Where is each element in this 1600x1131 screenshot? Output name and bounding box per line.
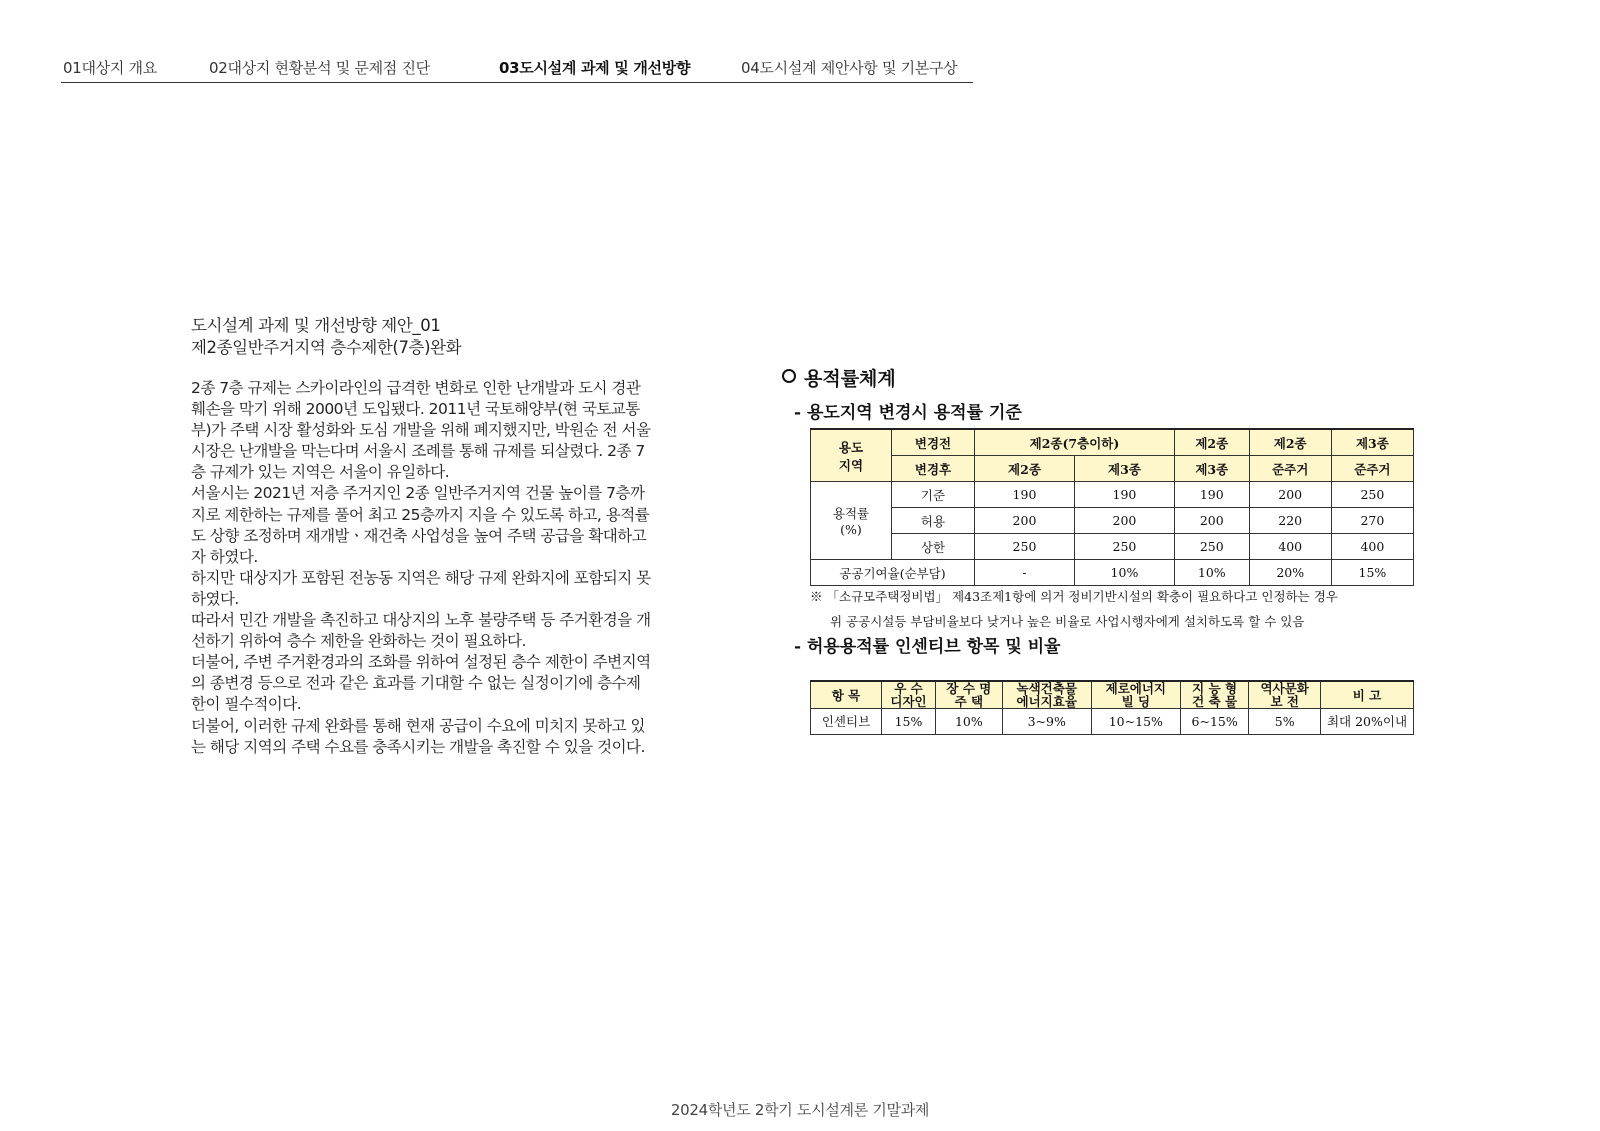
- table-cell: 10%: [1074, 560, 1174, 586]
- nav-tab-overview[interactable]: 01대상지 개요: [63, 59, 157, 77]
- section-subtitle: 제2종일반주거지역 층수제한(7층)완화: [191, 338, 462, 357]
- figure-title-text: 용적률체계: [804, 368, 896, 390]
- table-cell: 190: [1174, 482, 1249, 508]
- table-cell: 6~15%: [1180, 709, 1249, 735]
- table-cell: 250: [1174, 534, 1249, 560]
- nav-tab-analysis[interactable]: 02대상지 현황분석 및 문제점 진단: [209, 59, 430, 77]
- table-cell: 200: [975, 508, 1075, 534]
- paragraph: 더불어, 주변 주거환경과의 조화를 위하여 설정된 층수 제한이 주변지역의 종변경 등으로 전과 같은 효과를 기대할 수 없는 실정이기에 층수제한이 필수적이다.: [191, 653, 651, 714]
- before-cell: 제3종: [1331, 429, 1413, 456]
- table-cell: 3~9%: [1002, 709, 1091, 735]
- nav-tab-tasks[interactable]: 03도시설계 과제 및 개선방향: [499, 59, 691, 77]
- contribution-label: 공공기여율(순부담): [811, 560, 975, 586]
- page-footer: 2024학년도 2학기 도시설계론 기말과제: [670, 1101, 930, 1119]
- text-column: [191, 315, 651, 758]
- incentive-subtitle: - 허용용적률 인센티브 항목 및 비율: [794, 637, 1061, 657]
- paragraph: 서울시는 2021년 저층 주거지인 2종 일반주거지역 건물 높이를 7층까지로 제한하는 규제를 풀어 최고 25층까지 지을 수 있도록 하고, 용적률도 상향 조정하며 재개발ㆍ재건축 사업성을 높여 주택 공급을 확대하고자 하였다.: [191, 484, 650, 566]
- far-system-figure: [778, 362, 1414, 767]
- far-standard-table: [810, 428, 1414, 586]
- table-cell: 270: [1331, 508, 1413, 534]
- before-cell: 제2종(7층이하): [975, 429, 1175, 456]
- circle-bullet-icon: [782, 369, 796, 383]
- paragraph: 따라서 민간 개발을 촉진하고 대상지의 노후 불량주택 등 주거환경을 개선하기 위하여 층수 제한을 완화하는 것이 필요하다.: [191, 611, 651, 651]
- section-title: 도시설계 과제 및 개선방향 제안_01: [191, 316, 441, 335]
- note-line: 위 공공시설등 부담비율보다 낮거나 높은 비율로 사업시행자에게 설치하도록 할 수 있음: [830, 614, 1305, 629]
- incentive-header: 제로에너지 빌 딩: [1091, 681, 1180, 709]
- incentive-header: 우 수 디자인: [882, 681, 936, 709]
- table-cell: 15%: [1331, 560, 1413, 586]
- remark-header: 비 고: [1321, 681, 1414, 709]
- figure-title: [782, 364, 896, 391]
- row-label: 인센티브: [811, 709, 882, 735]
- row-label: 상한: [892, 534, 975, 560]
- table-cell: 10%: [1174, 560, 1249, 586]
- table-cell: 250: [1074, 534, 1174, 560]
- incentive-header: 녹색건축물 에너지효율: [1002, 681, 1091, 709]
- top-navigation: [61, 54, 973, 83]
- table-cell: 400: [1249, 534, 1331, 560]
- after-cell: 제3종: [1174, 456, 1249, 482]
- table-cell: 200: [1249, 482, 1331, 508]
- table-cell: 250: [975, 534, 1075, 560]
- row-label: 허용: [892, 508, 975, 534]
- after-cell: 준주거: [1331, 456, 1413, 482]
- zone-header: 용도 지역: [811, 429, 892, 482]
- incentive-header: 장 수 명 주 택: [936, 681, 1003, 709]
- nav-tab-proposal[interactable]: 04도시설계 제안사항 및 기본구상: [741, 59, 958, 77]
- table-cell: 250: [1331, 482, 1413, 508]
- table-cell: 10%: [936, 709, 1003, 735]
- incentive-header: 역사문화 보 전: [1249, 681, 1321, 709]
- table-note: [810, 584, 1414, 634]
- table-cell: 200: [1074, 508, 1174, 534]
- far-label: 용적률 (%): [811, 482, 892, 560]
- table-cell: 200: [1174, 508, 1249, 534]
- incentive-header: 지 능 형 건 축 물: [1180, 681, 1249, 709]
- paragraph: 더불어, 이러한 규제 완화를 통해 현재 공급이 수요에 미치지 못하고 있는 해당 지역의 주택 수요를 충족시키는 개발을 촉진할 수 있을 것이다.: [191, 716, 645, 756]
- before-cell: 제2종: [1249, 429, 1331, 456]
- table-cell: 20%: [1249, 560, 1331, 586]
- before-header: 변경전: [892, 429, 975, 456]
- after-cell: 제3종: [1074, 456, 1174, 482]
- after-cell: 제2종: [975, 456, 1075, 482]
- paragraph: 하지만 대상지가 포함된 전농동 지역은 해당 규제 완화지에 포함되지 못하였다.: [191, 568, 651, 608]
- body-text: [191, 378, 651, 758]
- incentive-table: [810, 680, 1414, 735]
- table-cell: -: [975, 560, 1075, 586]
- table-cell: 최대 20%이내: [1321, 709, 1414, 735]
- table-cell: 190: [1074, 482, 1174, 508]
- far-standard-subtitle: - 용도지역 변경시 용적률 기준: [794, 403, 1022, 423]
- table-cell: 10~15%: [1091, 709, 1180, 735]
- row-label: 기준: [892, 482, 975, 508]
- note-line: ※ 「소규모주택정비법」 제43조제1항에 의거 정비기반시설의 확충이 필요하다고 인정하는 경우: [810, 589, 1338, 604]
- before-cell: 제2종: [1174, 429, 1249, 456]
- after-header: 변경후: [892, 456, 975, 482]
- table-cell: 400: [1331, 534, 1413, 560]
- paragraph: 2종 7층 규제는 스카이라인의 급격한 변화로 인한 난개발과 도시 경관 훼손을 막기 위해 2000년 도입됐다. 2011년 국토해양부(현 국토교통부)가 주택 시장 활성화와 도심 개발을 위해 폐지했지만, 박원순 전 서울시장은 난개발을 막는다며 서울시 조례를 통해 규제를 되살렸다. 2종 7층 규제가 있는 지역은 서울이 유일하다.: [191, 379, 651, 482]
- table-cell: 15%: [882, 709, 936, 735]
- table-cell: 5%: [1249, 709, 1321, 735]
- table-cell: 190: [975, 482, 1075, 508]
- table-cell: 220: [1249, 508, 1331, 534]
- after-cell: 준주거: [1249, 456, 1331, 482]
- item-header: 항 목: [811, 681, 882, 709]
